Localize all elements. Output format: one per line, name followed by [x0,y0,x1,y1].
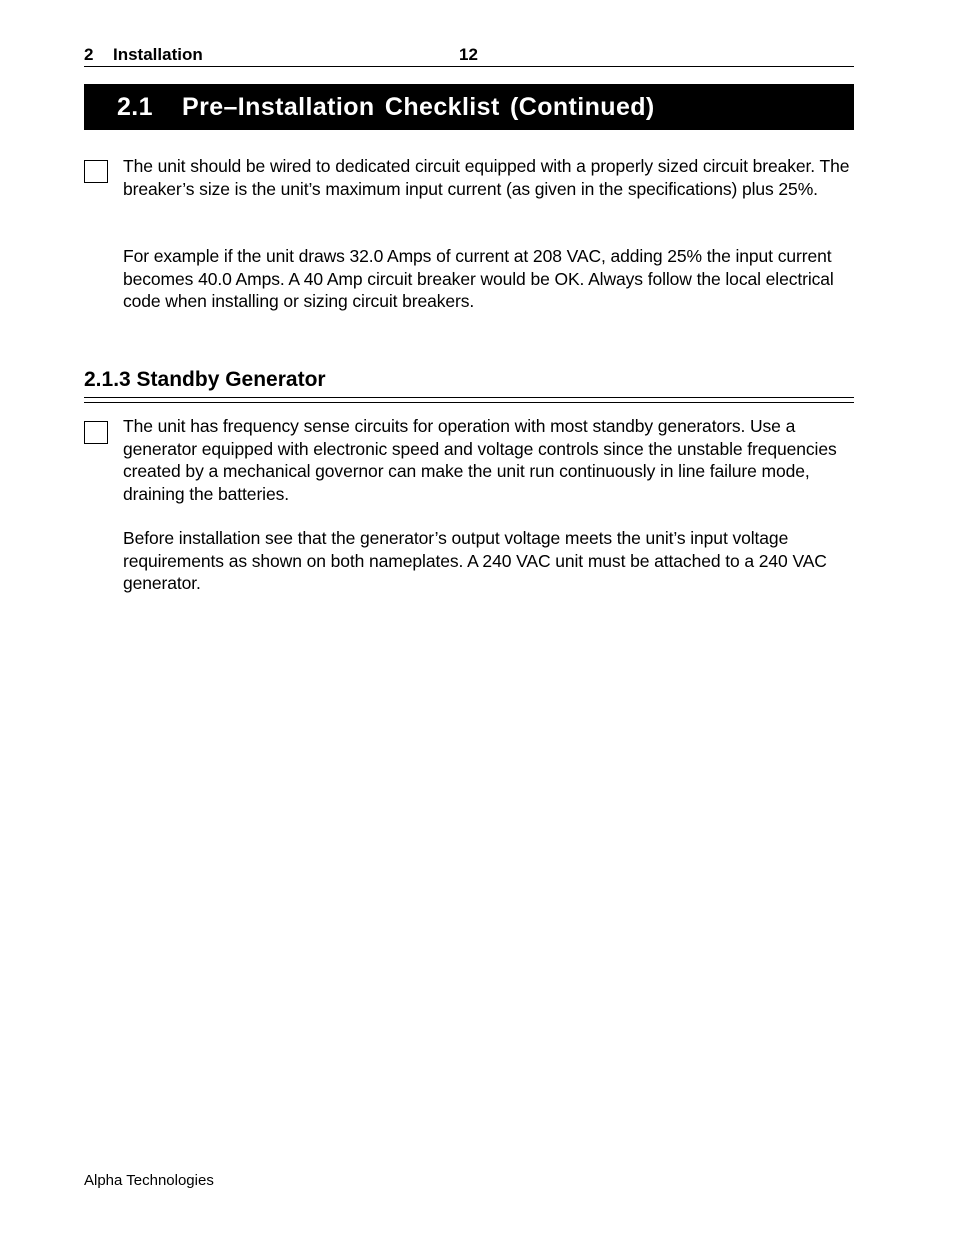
page-number: 12 [459,45,478,64]
section-title: Pre–Installation Checklist (Continued) [182,93,655,121]
checklist-checkbox-generator[interactable] [84,421,108,444]
checklist-checkbox-breaker[interactable] [84,160,108,183]
page-header [84,44,854,67]
section-number: 2.1 [117,93,153,121]
section-banner [84,84,854,130]
checklist-item-breaker-example: For example if the unit draws 32.0 Amps of current at 208 VAC, adding 25% the input current becomes 40.0 Amps. A 40 Amp circuit breaker would be OK. Always follow the local electrical code when installing or sizing circuit breakers. [123,246,834,311]
checklist-item-generator-text: The unit has frequency sense circuits for operation with most standby generators. Use a generator equipped with electronic speed and voltage controls since the unstable frequencies created by a mechanical governor can make the unit run continuously in line failure mode, draining the batteries. [123,416,837,504]
chapter-title: Installation [113,45,203,64]
chapter-number: 2 [84,45,94,64]
section-divider [84,397,854,403]
subsection-title: 2.1.3 Standby Generator [84,368,326,391]
checklist-item-generator-voltage: Before installation see that the generator’s output voltage meets the unit’s input voltage requirements as shown on both nameplates. A 240 VAC unit must be attached to a 240 VAC generator. [123,528,827,593]
footer-company: Alpha Technologies [84,1172,214,1189]
checklist-item-breaker-text: The unit should be wired to dedicated circuit equipped with a properly sized circuit breaker. The breaker’s size is the unit’s maximum input current (as given in the specifications) plus 25%. [123,156,850,199]
